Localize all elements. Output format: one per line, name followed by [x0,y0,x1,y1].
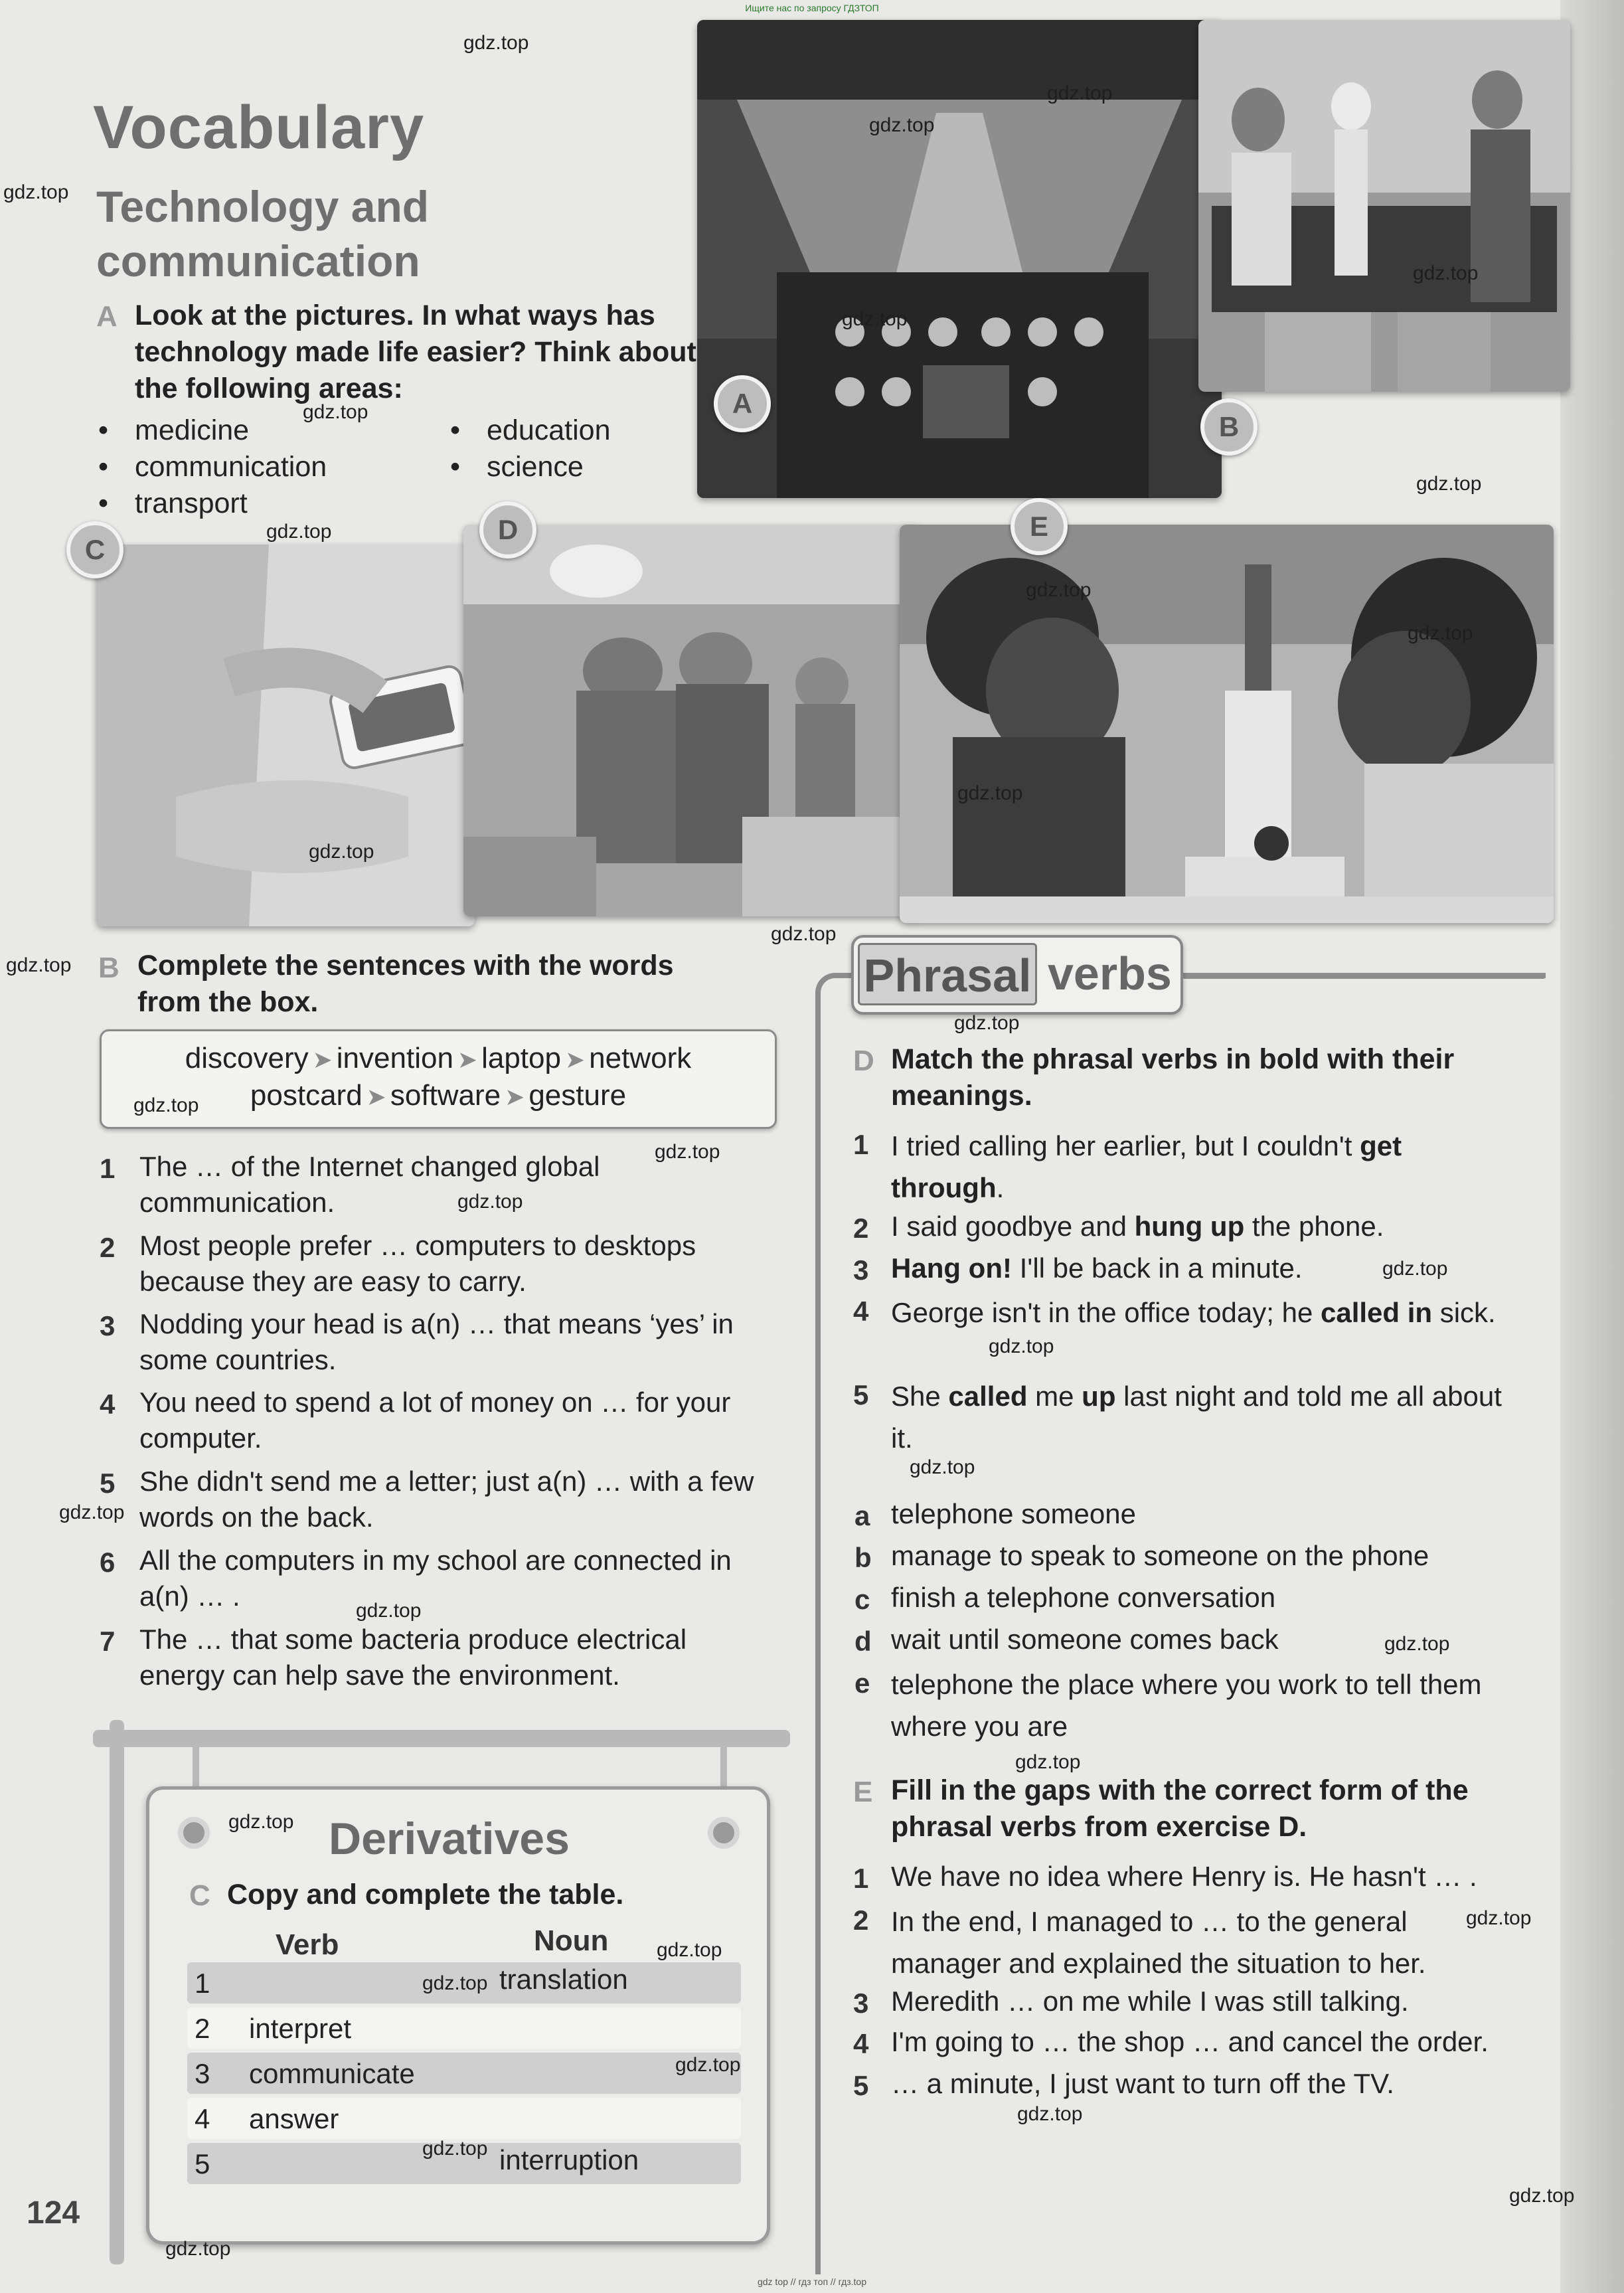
classroom-image [1198,20,1570,392]
meaning-letter: a [854,1500,870,1531]
item-text: I said goodbye and [891,1211,1135,1242]
item-text: George isn't in the office today; he [891,1297,1321,1328]
exercise-b-item-number: 7 [100,1626,116,1657]
word-box-word: invention [336,1042,453,1074]
table-row-number: 1 [195,1968,210,1999]
watermark: gdz.top [59,1501,125,1523]
watermark: gdz.top [655,1141,720,1163]
phrasal-verb: Hang on! [891,1252,1012,1284]
photo-label-a: A [714,375,771,432]
meaning-item: telephone someone [891,1498,1136,1529]
table-row-number: 2 [195,2013,210,2044]
column-header-verb: Verb [276,1928,339,1961]
arrow-icon: ➤ [457,1046,478,1073]
exercise-b-letter: B [98,952,120,984]
word-box [100,1029,777,1129]
exercise-b-item: Most people prefer … computers to desktops because they are easy to carry. [139,1230,696,1297]
photo-cockpit [697,20,1222,498]
watermark: gdz.top [1408,622,1473,644]
exercise-e-item-number: 5 [853,2070,869,2101]
watermark: gdz.top [675,2054,741,2076]
exercise-d-item [891,1375,1502,1459]
exercise-b-item-number: 6 [100,1547,116,1578]
phrasal-verbs-title-word-1: Phrasal [858,943,1037,1005]
exercise-a-instruction: Look at the pictures. In what ways has technology made life easier? Think about the following areas: [135,299,696,404]
table-cell-verb: answer [249,2103,339,2134]
exercise-d-item-number: 1 [853,1129,869,1160]
area-bullet: • science [487,451,584,483]
phrasal-verb: up [1082,1381,1116,1412]
watermark: gdz.top [954,1012,1020,1034]
area-bullet: • medicine [135,414,249,447]
item-text: me [1027,1381,1082,1412]
item-text: I tried calling her earlier, but I couldn't [891,1130,1360,1161]
photo-label-d: D [479,501,536,558]
exercise-b-item: Nodding your head is a(n) … that means ‘yes’ in some countries. [139,1308,734,1375]
phrasal-verb: called [948,1381,1028,1412]
word-box-word: gesture [528,1079,627,1112]
operating-room-image [463,525,922,916]
watermark: gdz.top [910,1456,975,1478]
exercise-e-item-number: 1 [853,1863,869,1894]
watermark: gdz.top [869,114,935,136]
item-text: the phone. [1244,1211,1384,1242]
exercise-d-item-number: 2 [853,1213,869,1244]
watermark: gdz.top [422,1972,488,1994]
item-text: . [996,1172,1005,1203]
watermark: gdz.top [6,954,72,976]
exercise-b-item: You need to spend a lot of money on … for your computer. [139,1387,731,1454]
photo-label-e: E [1011,498,1068,555]
photo-operating-room [463,525,922,916]
word-box-word: laptop [481,1042,561,1074]
table-row-number: 5 [195,2148,210,2179]
exercise-b-item: All the computers in my school are connected in a(n) … . [139,1545,732,1612]
exercise-b-item: The … of the Internet changed global communication. [139,1151,600,1218]
meaning-item: telephone the place where you work to tell them where you are [891,1669,1482,1742]
meaning-letter: d [854,1626,872,1657]
exercise-b-item-number: 1 [100,1153,116,1184]
meaning-item: wait until someone comes back [891,1624,1279,1655]
meaning-letter: c [854,1584,870,1615]
watermark: gdz.top [1015,1751,1081,1773]
exercise-e-item: We have no idea where Henry is. He hasn't … . [891,1861,1477,1892]
watermark: gdz.top [989,1335,1054,1357]
word-box-word: network [589,1042,692,1074]
watermark: gdz.top [771,923,837,945]
table-cell-verb: communicate [249,2058,415,2089]
arrow-icon: ➤ [505,1083,525,1110]
watermark: gdz.top [1509,2185,1575,2207]
page-number: 124 [27,2195,80,2231]
watermark: gdz.top [457,1191,523,1213]
section-title-vocabulary: Vocabulary [93,94,425,161]
watermark: gdz.top [3,181,69,203]
watermark: gdz.top [463,32,529,54]
area-bullet: • communication [135,451,327,483]
exercise-d-item [891,1292,1522,1333]
exercise-e-item: I'm going to … the shop … and cancel the order. [891,2026,1489,2057]
pin-icon [178,1817,210,1849]
watermark: gdz.top [1384,1633,1450,1655]
exercise-d-item [891,1125,1522,1209]
watermark: gdz.top [266,521,332,543]
exercise-e-item-number: 4 [853,2028,869,2059]
photo-classroom [1198,20,1570,392]
arrow-icon: ➤ [564,1046,586,1073]
watermark: gdz.top [1466,1907,1532,1929]
word-box-word: postcard [250,1079,363,1112]
exercise-b-item: The … that some bacteria produce electrical energy can help save the environment. [139,1624,687,1691]
exercise-b-item-number: 3 [100,1310,116,1341]
watermark: gdz.top [1416,473,1482,495]
exercise-d-item-number: 4 [853,1296,869,1327]
watermark: gdz.top [1382,1258,1448,1280]
item-text: I'll be back in a minute. [1011,1252,1303,1284]
watermark: gdz.top [657,1939,722,1961]
photo-microscopes [900,525,1554,923]
watermark: gdz.top [133,1094,199,1116]
table-cell-verb: interpret [249,2013,352,2044]
watermark: gdz.top [422,2138,488,2160]
panel-hanger-post [110,1720,124,2264]
microscopes-image [900,525,1554,923]
section-subtitle: Technology and communication [96,182,430,286]
watermark: gdz.top [957,782,1023,804]
touch-device-image [96,545,475,926]
phrasal-verb: hung up [1134,1211,1245,1242]
photo-touch-device [96,545,475,926]
word-box-line-2 [102,1079,775,1112]
watermark: gdz.top [165,2238,231,2260]
area-bullet: • transport [135,487,248,520]
photo-label-c: C [66,521,123,578]
exercise-b-item-number: 4 [100,1389,116,1420]
table-row-number: 4 [195,2103,210,2134]
phrasal-verbs-title-word-2: verbs [1048,948,1172,999]
exercise-b-item-number: 2 [100,1232,116,1263]
word-box-line-1 [102,1042,775,1075]
watermark: gdz.top [1413,262,1479,284]
item-text: sick. [1432,1297,1496,1328]
exercise-e-item: Meredith … on me while I was still talking. [891,1986,1409,2017]
watermark: gdz.top [356,1600,422,1622]
word-box-word: discovery [185,1042,309,1074]
pin-icon [708,1817,740,1849]
table-cell-noun: translation [499,1964,628,1995]
exercise-e-item: In the end, I managed to … to the general manager and explained the situation to her. [891,1906,1426,1979]
exercise-d-letter: D [853,1045,874,1077]
exercise-e-instruction: Fill in the gaps with the correct form of the phrasal verbs from exercise D. [891,1774,1469,1843]
exercise-c-letter: C [189,1879,210,1912]
exercise-e-item-number: 2 [853,1905,869,1936]
meaning-letter: e [854,1667,870,1699]
exercise-e-letter: E [853,1776,873,1808]
exercise-e-item: … a minute, I just want to turn off the TV. [891,2068,1394,2099]
phrasal-verbs-rule [1182,974,1546,979]
exercise-b-instruction: Complete the sentences with the words from the box. [137,950,674,1018]
bottom-note: gdz top // гдз топ // гдз.top [757,2276,867,2287]
watermark: gdz.top [1026,579,1092,601]
meaning-letter: b [854,1542,872,1573]
meaning-item: manage to speak to someone on the phone [891,1540,1429,1571]
meaning-item: finish a telephone conversation [891,1582,1276,1613]
table-row-number: 3 [195,2058,210,2089]
cockpit-image [697,20,1222,498]
arrow-icon: ➤ [366,1083,386,1110]
watermark: gdz.top [309,841,374,863]
item-text: last night and told me all about it. [891,1381,1502,1454]
phrasal-verb: get through [891,1130,1402,1203]
watermark: gdz.top [303,401,368,423]
table-cell-noun: interruption [499,2144,639,2175]
derivatives-title: Derivatives [329,1814,570,1864]
item-text: She [891,1381,949,1412]
exercise-b-item-number: 5 [100,1468,116,1499]
exercise-b-item: She didn't send me a letter; just a(n) … with a few words on the back. [139,1466,754,1533]
exercise-d-item-number: 5 [853,1379,869,1410]
photo-label-b: B [1200,398,1258,456]
exercise-e-item-number: 3 [853,1988,869,2019]
watermark: gdz.top [228,1811,294,1833]
word-box-word: software [390,1079,501,1112]
watermark: gdz.top [1047,82,1113,104]
exercise-a-letter: A [96,300,118,333]
arrow-icon: ➤ [312,1046,333,1073]
exercise-d-instruction: Match the phrasal verbs in bold with their meanings. [891,1043,1455,1112]
phrasal-verb: called in [1320,1297,1433,1328]
exercise-d-item-number: 3 [853,1254,869,1286]
watermark: gdz.top [1017,2103,1083,2125]
watermark: gdz.top [842,308,908,330]
column-header-noun: Noun [534,1924,609,1957]
area-bullet: • education [487,414,611,447]
exercise-c-instruction: Copy and complete the table. [227,1879,624,1911]
top-note: Ищите нас по запросу ГДЗТОП [745,3,879,13]
exercise-d-item [891,1209,1522,1244]
